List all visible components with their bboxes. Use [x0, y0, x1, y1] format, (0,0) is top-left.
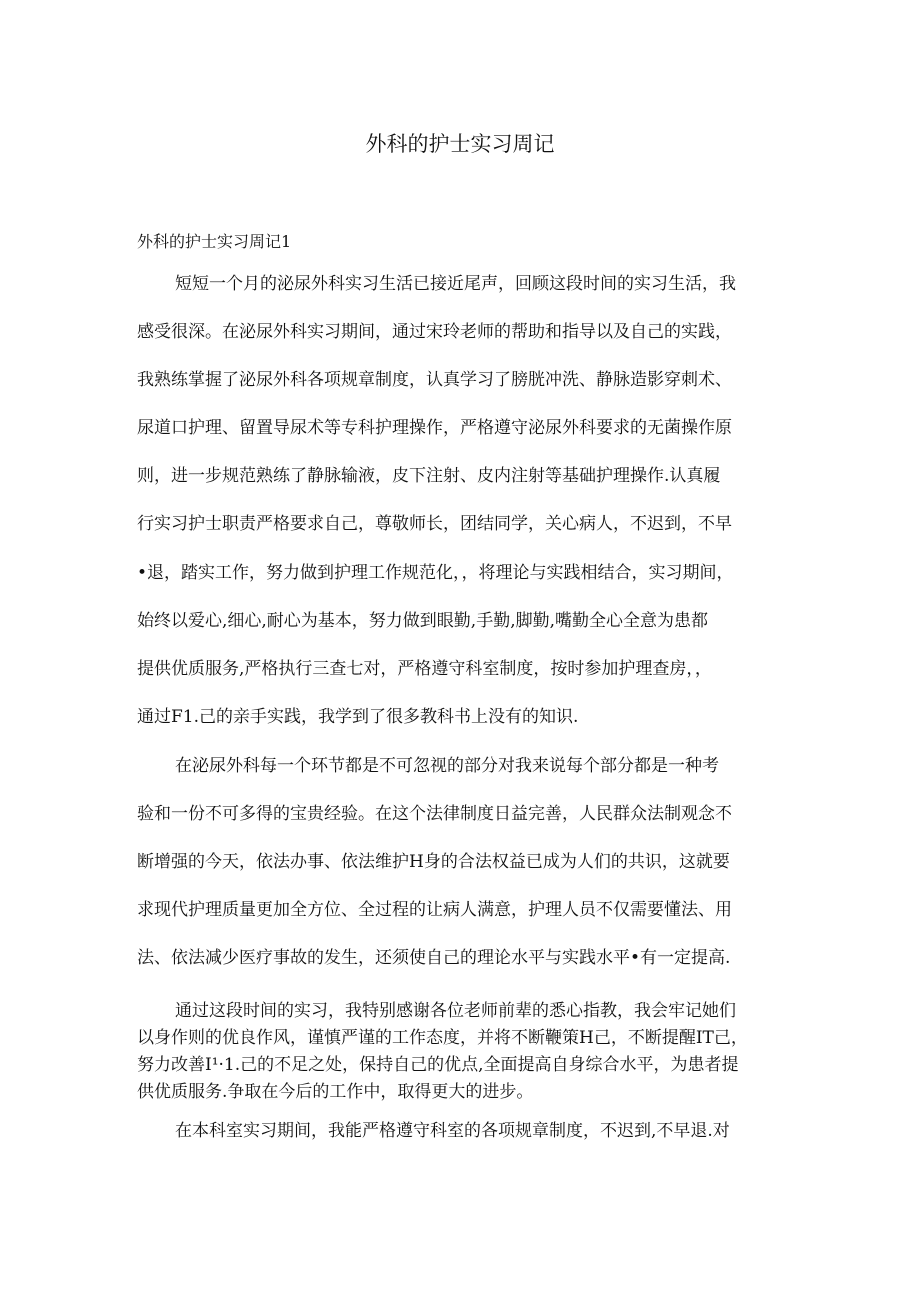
- paragraph-line: 断增强的今天，依法办事、依法维护H身的合法权益已成为人们的共识，这就要: [137, 852, 730, 872]
- paragraph-line: •退，踏实工作，努力做到护理工作规范化，，将理论与实践相结合，实习期间，: [137, 563, 734, 583]
- paragraph-line: 通过这段时间的实习，我特别感谢各位老师前辈的悉心指教，我会牢记她们: [175, 1001, 736, 1021]
- paragraph-line: 努力改善I¹·1.己的不足之处，保持自己的优点,全面提高自身综合水平，为患者提: [137, 1055, 739, 1075]
- section-heading: 外科的护士实习周记1: [137, 232, 292, 251]
- paragraph-line: 求现代护理质量更加全方位、全过程的让病人满意，护理人员不仅需要懂法、用: [137, 900, 732, 920]
- paragraph-line: 供优质服务.争取在今后的工作中，取得更大的进步。: [137, 1082, 534, 1102]
- paragraph-line: 感受很深。在泌尿外科实习期间，通过宋玲老师的帮助和指导以及自己的实践，: [137, 322, 732, 342]
- paragraph-line: 验和一份不可多得的宝贵经验。在这个法律制度日益完善，人民群众法制观念不: [137, 804, 732, 824]
- document-title: 外科的护士实习周记: [365, 132, 555, 156]
- paragraph-line: 行实习护士职责严格要求自己，尊敬师长，团结同学，关心病人，不迟到，不早: [137, 514, 732, 534]
- paragraph-line: 始终以爱心,细心,耐心为基本，努力做到眼勤,手勤,脚勤,嘴勤全心全意为患都: [137, 611, 709, 631]
- paragraph-line: 以身作则的优良作风，谨慎严谨的工作态度，并将不断鞭策H己，不断提醒IT己，: [137, 1028, 748, 1048]
- paragraph-line: 则，进一步规范熟练了静脉输液，皮下注射、皮内注射等基础护理操作.认真履: [137, 466, 721, 486]
- paragraph-line: 通过F1.己的亲手实践，我学到了很多教科书上没有的知识.: [137, 707, 579, 727]
- paragraph-line: 我熟练掌握了泌尿外科各项规章制度，认真学习了膀胱冲洗、静脉造影穿刺术、: [137, 370, 732, 390]
- paragraph-line: 提供优质服务,严格执行三查七对，严格遵守科室制度，按时参加护理查房，，: [137, 659, 712, 679]
- paragraph-line: 在泌尿外科每一个环节都是不可忽视的部分对我来说每个部分都是一种考: [175, 756, 719, 776]
- paragraph-line: 短短一个月的泌尿外科实习生活已接近尾声，回顾这段时间的实习生活，我: [175, 274, 736, 294]
- paragraph-line: 法、依法减少医疗事故的发生，还须使自己的理论水平与实践水平•有一定提高.: [137, 948, 731, 968]
- paragraph-line: 尿道口护理、留置导尿术等专科护理操作，严格遵守泌尿外科要求的无菌操作原: [137, 418, 732, 438]
- paragraph-line: 在本科室实习期间，我能严格遵守科室的各项规章制度，不迟到,不早退.对: [175, 1121, 730, 1141]
